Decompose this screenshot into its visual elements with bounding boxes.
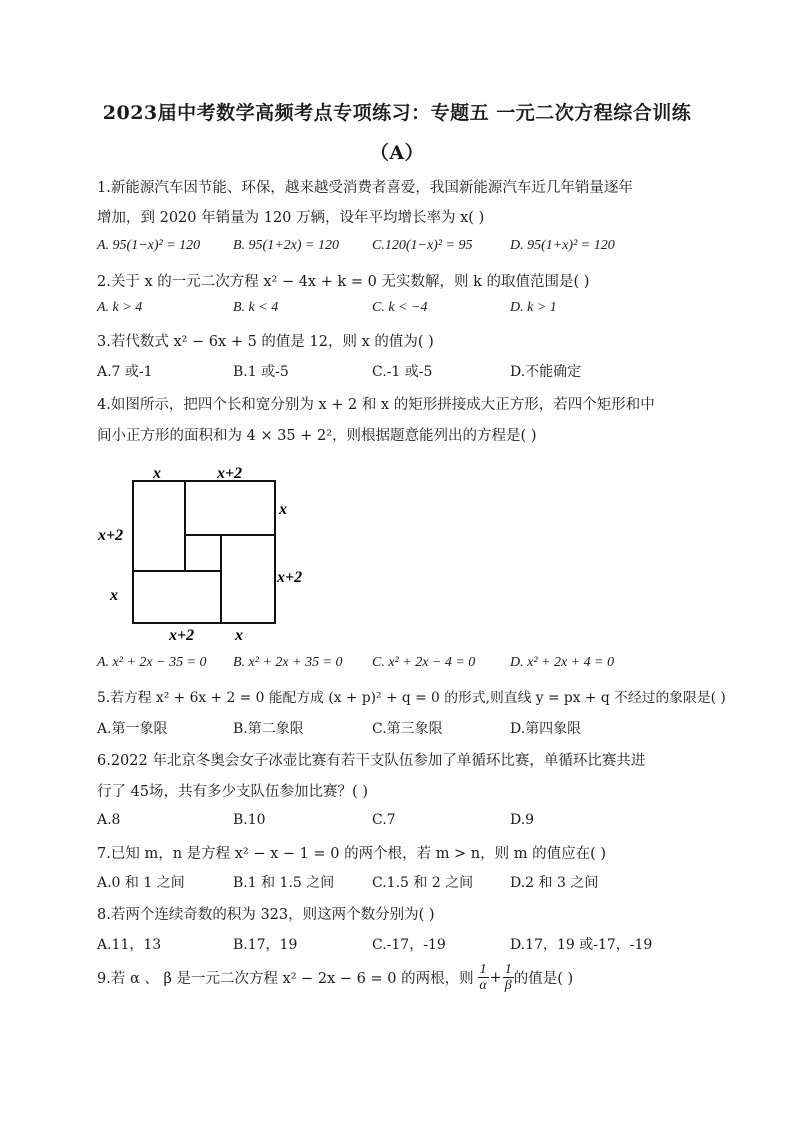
q1-option-d: D. 95(1+x)² = 120 — [510, 238, 615, 253]
q4-text-line1: 4.如图所示，把四个长和宽分别为 x + 2 和 x 的矩形拼接成大正方形，若四个矩形和中 — [97, 397, 655, 413]
figure-label-left-upper: x+2 — [98, 527, 124, 544]
q3-text: 3.若代数式 x² − 6x + 5 的值是 12，则 x 的值为( ) — [97, 334, 434, 350]
q5-option-b: B.第二象限 — [233, 721, 304, 737]
q8-option-b: B.17，19 — [233, 937, 298, 953]
q4-option-d: D. x² + 2x + 4 = 0 — [510, 655, 615, 670]
q9-text-before: 9.若 α 、 β 是一元二次方程 x² − 2x − 6 = 0 的两根，则 — [97, 971, 474, 987]
q8-text: 8.若两个连续奇数的积为 323，则这两个数分别为( ) — [97, 907, 435, 923]
q9-fraction-alpha — [478, 962, 489, 993]
q8-option-c: C.-17，-19 — [372, 937, 446, 953]
q3-option-b: B.1 或-5 — [233, 364, 289, 380]
q5-option-c: C.第三象限 — [372, 721, 443, 737]
figure-label-right-upper: x — [279, 501, 287, 518]
q4-text-line2: 间小正方形的面积和为 4 × 35 + 2²，则根据题意能列出的方程是( ) — [97, 428, 537, 444]
q6-text-line2: 行了 45场，共有多少支队伍参加比赛？( ) — [97, 784, 368, 800]
q9-frac1-denominator: α — [479, 978, 487, 993]
q7-option-b: B.1 和 1.5 之间 — [233, 875, 335, 891]
q2-text: 2.关于 x 的一元二次方程 x² − 4x + k = 0 无实数解，则 k 的取值范围是( ) — [97, 274, 590, 290]
q2-option-d: D. k > 1 — [510, 300, 557, 315]
q5-option-a: A.第一象限 — [97, 721, 168, 737]
q5-option-d: D.第四象限 — [510, 721, 582, 737]
q8-option-a: A.11，13 — [97, 937, 162, 953]
q4-option-c: C. x² + 2x − 4 = 0 — [372, 655, 476, 670]
q5-text: 5.若方程 x² + 6x + 2 = 0 能配方成 (x + p)² + q = 0 的形式,则直线 y = px + q 不经过的象限是( ) — [97, 690, 726, 706]
q7-option-a: A.0 和 1 之间 — [97, 875, 185, 891]
figure-rect-right — [221, 535, 275, 623]
figure-rect-left — [133, 481, 185, 571]
q7-option-d: D.2 和 3 之间 — [510, 875, 599, 891]
figure-rect-top — [185, 481, 275, 535]
q3-option-c: C.-1 或-5 — [372, 364, 433, 380]
figure-label-top-left: x — [153, 465, 161, 482]
page-subtitle: （A） — [369, 142, 425, 164]
q4-figure — [95, 460, 315, 645]
figure-label-left-lower: x — [110, 587, 118, 604]
q2-option-a: A. k > 4 — [97, 300, 143, 315]
q8-option-d: D.17，19 或-17，-19 — [510, 937, 653, 953]
q3-option-a: A.7 或-1 — [97, 364, 153, 380]
q6-option-d: D.9 — [510, 812, 535, 828]
q3-option-d: D.不能确定 — [510, 364, 582, 380]
q2-option-c: C. k < −4 — [372, 300, 428, 315]
q4-option-a: A. x² + 2x − 35 = 0 — [97, 655, 207, 670]
q6-option-c: C.7 — [372, 812, 396, 828]
q9-plus: + — [489, 969, 502, 986]
q1-text-line2: 增加，到 2020 年销量为 120 万辆，设年平均增长率为 x( ) — [97, 210, 485, 226]
figure-rect-bottom — [133, 571, 221, 623]
q6-option-a: A.8 — [97, 812, 121, 828]
q6-option-b: B.10 — [233, 812, 266, 828]
q9-frac1-numerator: 1 — [479, 962, 487, 977]
q9-frac2-denominator: β — [504, 978, 512, 993]
figure-outer-square — [133, 481, 275, 623]
q1-option-b: B. 95(1+2x) = 120 — [233, 238, 339, 253]
q2-option-b: B. k < 4 — [233, 300, 279, 315]
q9-text-after: 的值是( ) — [513, 971, 574, 987]
figure-label-bottom-left: x+2 — [169, 627, 195, 644]
q6-text-line1: 6.2022 年北京冬奥会女子冰壶比赛有若干支队伍参加了单循环比赛，单循环比赛共进 — [97, 753, 646, 769]
q4-option-b: B. x² + 2x + 35 = 0 — [233, 655, 343, 670]
q9-fraction-beta — [503, 962, 514, 993]
q9-text — [97, 962, 573, 993]
q1-option-a: A. 95(1−x)² = 120 — [97, 238, 201, 253]
q7-option-c: C.1.5 和 2 之间 — [372, 875, 474, 891]
q1-text-line1: 1.新能源汽车因节能、环保，越来越受消费者喜爱，我国新能源汽车近几年销量逐年 — [97, 180, 633, 196]
q1-option-c: C.120(1−x)² = 95 — [372, 238, 473, 253]
q9-frac2-numerator: 1 — [504, 962, 512, 977]
q7-text: 7.已知 m，n 是方程 x² − x − 1 = 0 的两个根，若 m > n，则 m 的值应在( ) — [97, 846, 607, 862]
figure-label-top-right: x+2 — [217, 465, 243, 482]
page-title: 2023届中考数学高频考点专项练习：专题五 一元二次方程综合训练 — [102, 102, 692, 124]
figure-label-right-lower: x+2 — [277, 569, 303, 586]
figure-label-bottom-right: x — [235, 627, 243, 644]
